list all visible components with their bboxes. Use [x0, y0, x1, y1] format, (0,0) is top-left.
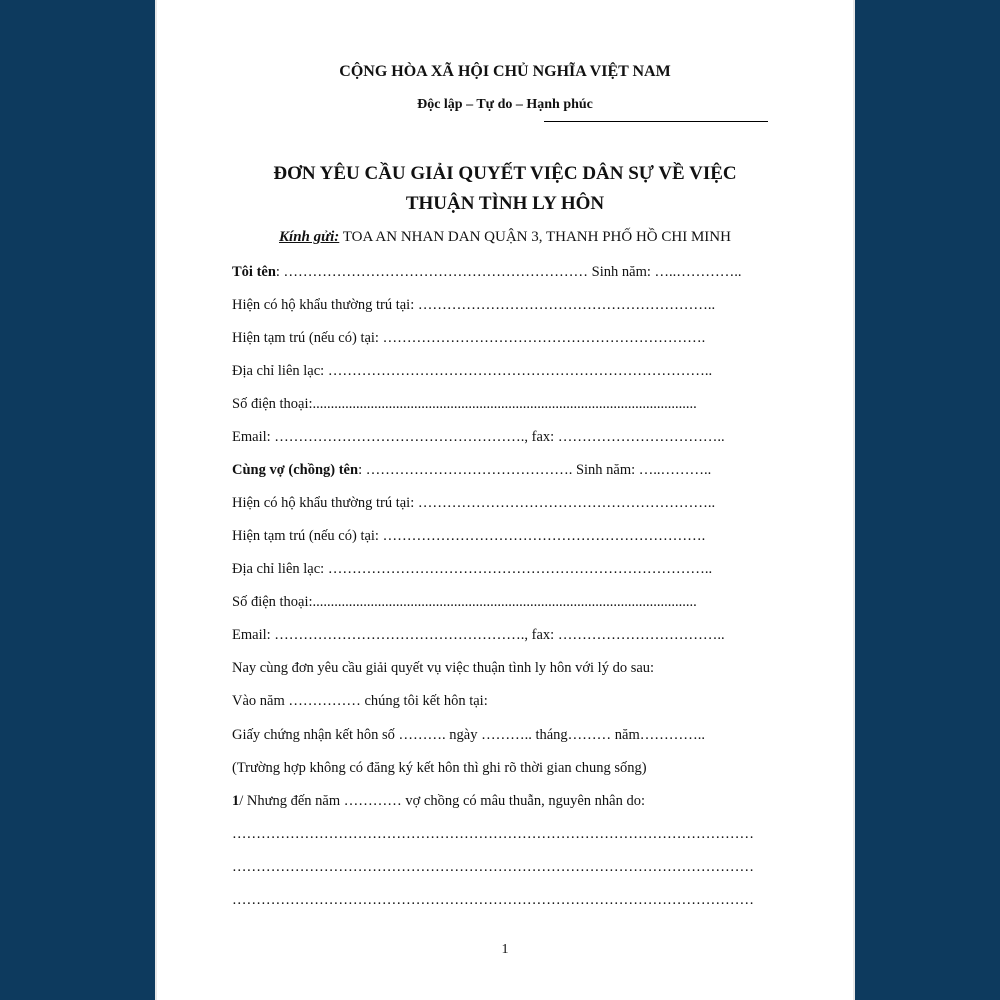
applicant-email-row: Email: ……………………………………………., fax: ……………………………..: [232, 429, 725, 445]
blank-line-1: ………………………………………………………………………………………………: [232, 826, 754, 842]
country-heading: CỘNG HÒA XÃ HỘI CHỦ NGHĨA VIỆT NAM: [339, 63, 671, 80]
motto-underline: [544, 121, 768, 122]
spouse-name-row: [232, 462, 792, 479]
recipient-value: TOA AN NHAN DAN QUẬN 3, THANH PHỐ HỒ CHI MINH: [339, 229, 731, 245]
item1-row: [232, 793, 792, 810]
marriage-certificate-row: Giấy chứng nhận kết hôn số ………. ngày ……….. tháng……… năm…………..: [232, 727, 706, 743]
request-statement: Nay cùng đơn yêu cầu giải quyết vụ việc thuận tình ly hôn với lý do sau:: [232, 660, 655, 676]
recipient-label: Kính gửi:: [279, 229, 340, 245]
blank-line-2: ………………………………………………………………………………………………: [232, 859, 754, 875]
spouse-phone-row: Số điện thoại:..........................................................................................................: [232, 594, 697, 610]
applicant-name-field: : ……………………………………………………… Sinh năm: …..…………..: [275, 264, 742, 280]
blank-line-3: ………………………………………………………………………………………………: [232, 892, 754, 908]
applicant-residence-row: Hiện có hộ khẩu thường trú tại: ……………………………………………………..: [232, 297, 716, 313]
document-page: [155, 0, 855, 1000]
applicant-name-label: Tôi tên: [232, 264, 276, 280]
spouse-contact-address-row: Địa chỉ liên lạc: ……………………………………………………………………..: [232, 561, 713, 577]
spouse-temp-residence-row: Hiện tạm trú (nếu có) tại: ………………………………………………………….: [232, 528, 706, 544]
item1-text: / Nhưng đến năm ………… vợ chồng có mâu thuẫn, nguyên nhân do:: [239, 793, 646, 809]
marriage-year-row: Vào năm …………… chúng tôi kết hôn tại:: [232, 693, 488, 709]
applicant-contact-address-row: Địa chỉ liên lạc: ……………………………………………………………………..: [232, 363, 713, 379]
applicant-name-row: [232, 264, 792, 281]
item1-number: 1: [232, 793, 240, 809]
form-title-line2: THUẬN TÌNH LY HÔN: [405, 193, 605, 214]
form-title-line1: ĐƠN YÊU CẦU GIẢI QUYẾT VIỆC DÂN SỰ VỀ VIỆC: [273, 163, 737, 184]
spouse-name-field: : ……………………………………. Sinh năm: …..………..: [358, 462, 712, 478]
page-number: 1: [501, 942, 509, 957]
applicant-temp-residence-row: Hiện tạm trú (nếu có) tại: ………………………………………………………….: [232, 330, 706, 346]
recipient-line: [157, 229, 853, 246]
motto-heading: Độc lập – Tự do – Hạnh phúc: [417, 97, 593, 112]
cohabitation-note: (Trường hợp không có đăng ký kết hôn thì ghi rõ thời gian chung sống): [232, 760, 647, 776]
applicant-phone-row: Số điện thoại:..........................................................................................................: [232, 396, 697, 412]
spouse-residence-row: Hiện có hộ khẩu thường trú tại: ……………………………………………………..: [232, 495, 716, 511]
spouse-email-row: Email: ……………………………………………., fax: ……………………………..: [232, 627, 725, 643]
spouse-name-label: Cùng vợ (chồng) tên: [232, 462, 359, 478]
